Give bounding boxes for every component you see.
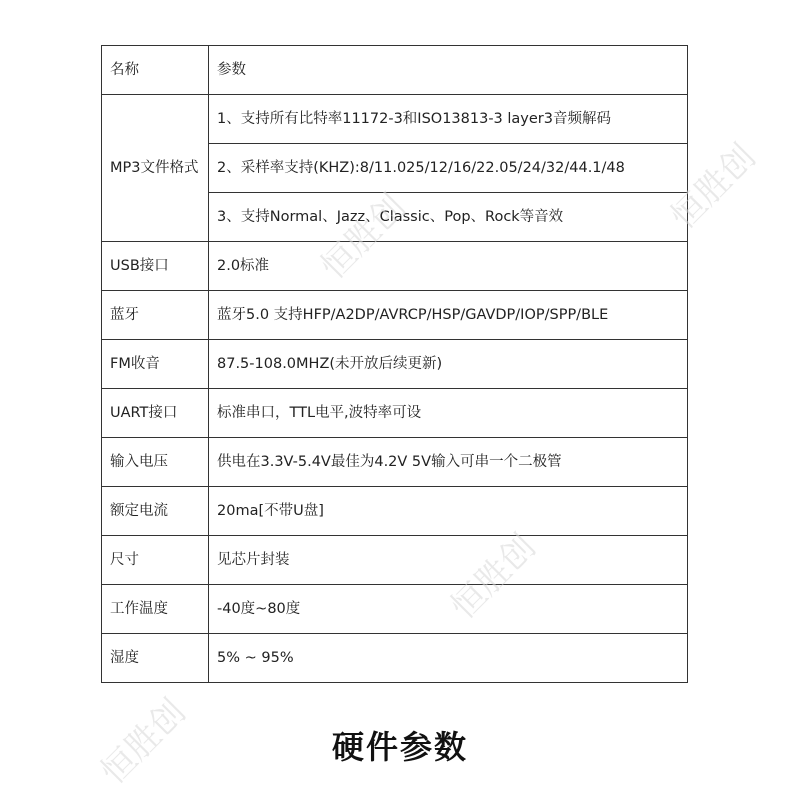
row-value-voltage: 供电在3.3V-5.4V最佳为4.2V 5V输入可串一个二极管 — [209, 438, 688, 487]
table-row — [102, 291, 688, 340]
row-value-size: 见芯片封装 — [209, 536, 688, 585]
page-caption: 硬件参数 — [331, 728, 468, 766]
header-name: 名称 — [102, 46, 209, 95]
row-name-size: 尺寸 — [102, 536, 209, 585]
table-row — [102, 95, 688, 144]
row-value-usb: 2.0标准 — [209, 242, 688, 291]
mp3-line-1: 1、支持所有比特率11172-3和ISO13813-3 layer3音频解码 — [209, 95, 688, 144]
table-row — [102, 242, 688, 291]
mp3-line-2: 2、采样率支持(KHZ):8/11.025/12/16/22.05/24/32/44.1/48 — [209, 144, 688, 193]
table-row — [102, 340, 688, 389]
mp3-line-3: 3、支持Normal、Jazz、Classic、Pop、Rock等音效 — [209, 193, 688, 242]
row-name-voltage: 输入电压 — [102, 438, 209, 487]
table-row — [102, 536, 688, 585]
watermark: 恒胜创 — [313, 186, 414, 288]
row-value-bluetooth: 蓝牙5.0 支持HFP/A2DP/AVRCP/HSP/GAVDP/IOP/SPP/BLE — [209, 291, 688, 340]
row-name-uart: UART接口 — [102, 389, 209, 438]
row-value-current: 20ma[不带U盘] — [209, 487, 688, 536]
table-header-row — [102, 46, 688, 95]
row-name-fm: FM收音 — [102, 340, 209, 389]
spec-table — [101, 45, 688, 683]
header-param: 参数 — [209, 46, 688, 95]
mp3-name: MP3文件格式 — [102, 95, 209, 242]
watermark: 恒胜创 — [443, 526, 544, 628]
table-row — [102, 487, 688, 536]
table-row — [102, 585, 688, 634]
row-value-humidity: 5% ~ 95% — [209, 634, 688, 683]
table-row — [102, 389, 688, 438]
watermark: 恒胜创 — [663, 136, 764, 238]
row-name-usb: USB接口 — [102, 242, 209, 291]
row-name-bluetooth: 蓝牙 — [102, 291, 209, 340]
row-name-current: 额定电流 — [102, 487, 209, 536]
row-value-temperature: -40度~80度 — [209, 585, 688, 634]
table-row — [102, 634, 688, 683]
row-value-fm: 87.5-108.0MHZ(未开放后续更新) — [209, 340, 688, 389]
row-name-humidity: 湿度 — [102, 634, 209, 683]
watermark: 恒胜创 — [93, 691, 194, 793]
table-row — [102, 438, 688, 487]
row-name-temperature: 工作温度 — [102, 585, 209, 634]
row-value-uart: 标准串口，TTL电平,波特率可设 — [209, 389, 688, 438]
